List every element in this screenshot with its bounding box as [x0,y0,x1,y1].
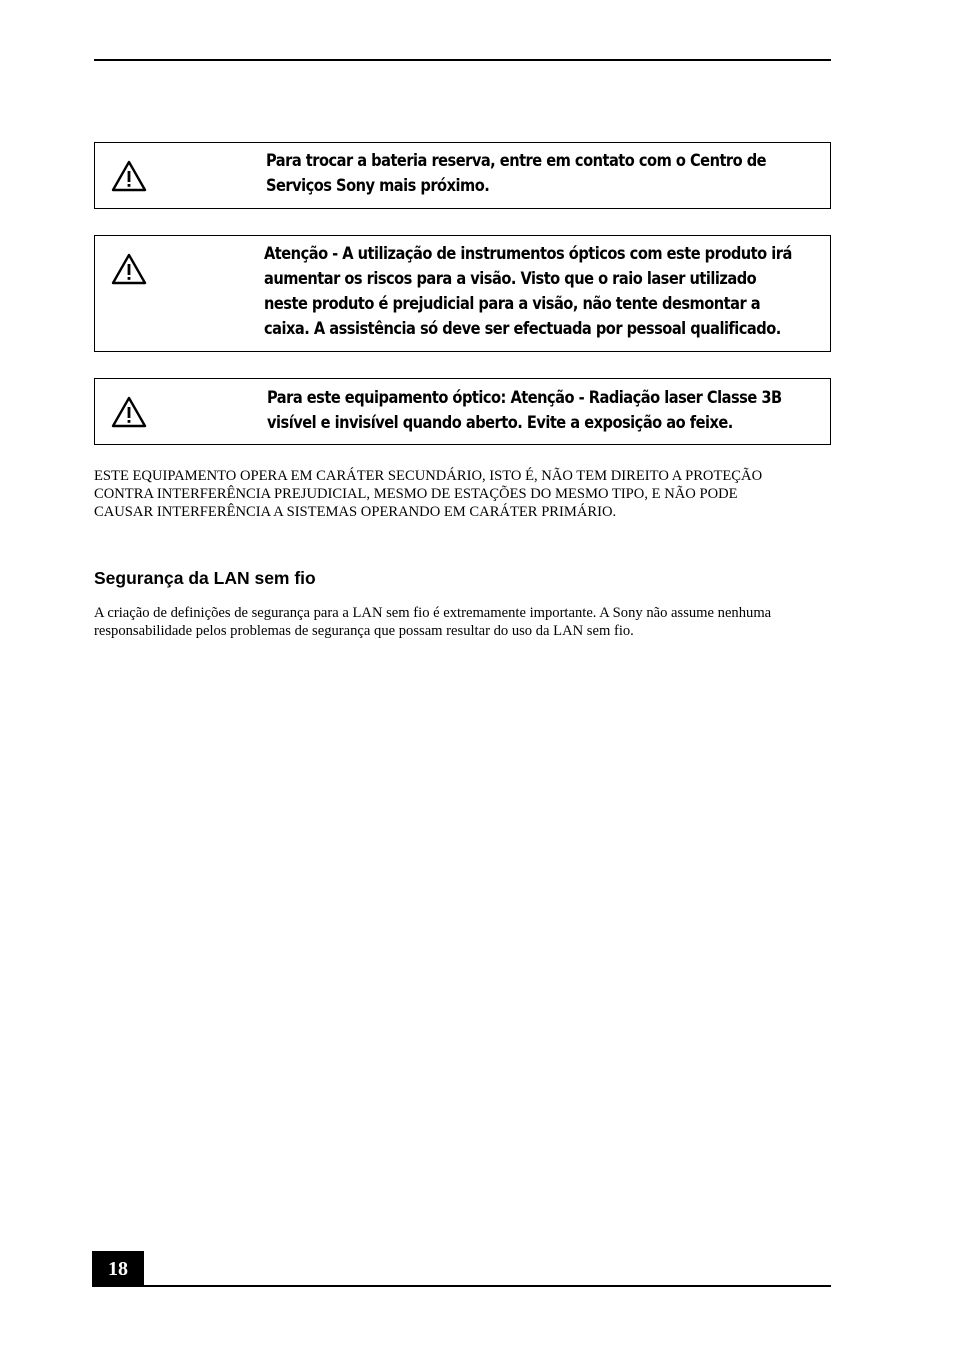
warning-box-laser-radiation [94,378,831,445]
page-number: 18 [92,1251,144,1287]
warning-triangle-icon [111,253,147,285]
warning-text-laser-radiation: Para este equipamento óptico: Atenção - Radiação laser Classe 3B visível e invisível quando aberto. Evite a exposição ao feixe. [267,388,782,433]
regulatory-notice: ESTE EQUIPAMENTO OPERA EM CARÁTER SECUNDÁRIO, ISTO É, NÃO TEM DIREITO A PROTEÇÃO CONTRA INTERFERÊNCIA PREJUDICIAL, MESMO DE ESTAÇÕES DO MESMO TIPO, E NÃO PODE CAUSAR INTERFERÊNCIA A SISTEMAS OPERANDO EM CARÁTER PRIMÁRIO. [94,468,763,520]
warning-triangle-icon [111,160,147,192]
section-title: Segurança da LAN sem fio [94,568,316,588]
footer-rule [92,1285,831,1287]
warning-text-optical-instruments: Atenção - A utilização de instrumentos ópticos com este produto irá aumentar os riscos para a visão. Visto que o raio laser utilizado neste produto é prejudicial para a visão, não tente desmontar a caixa. A assistência só deve ser efectuada por pessoal qualificado. [264,244,792,339]
section-body: A criação de definições de segurança para a LAN sem fio é extremamente importante. A Sony não assume nenhuma responsabilidade pelos problemas de segurança que possam resultar do uso da LAN sem fio. [94,605,772,639]
warning-box-battery [94,142,831,209]
warning-triangle-icon [111,396,147,428]
warning-box-optical-instruments [94,235,831,352]
warning-text-battery: Para trocar a bateria reserva, entre em contato com o Centro de Serviços Sony mais próximo. [266,151,767,196]
header-rule [94,59,831,61]
